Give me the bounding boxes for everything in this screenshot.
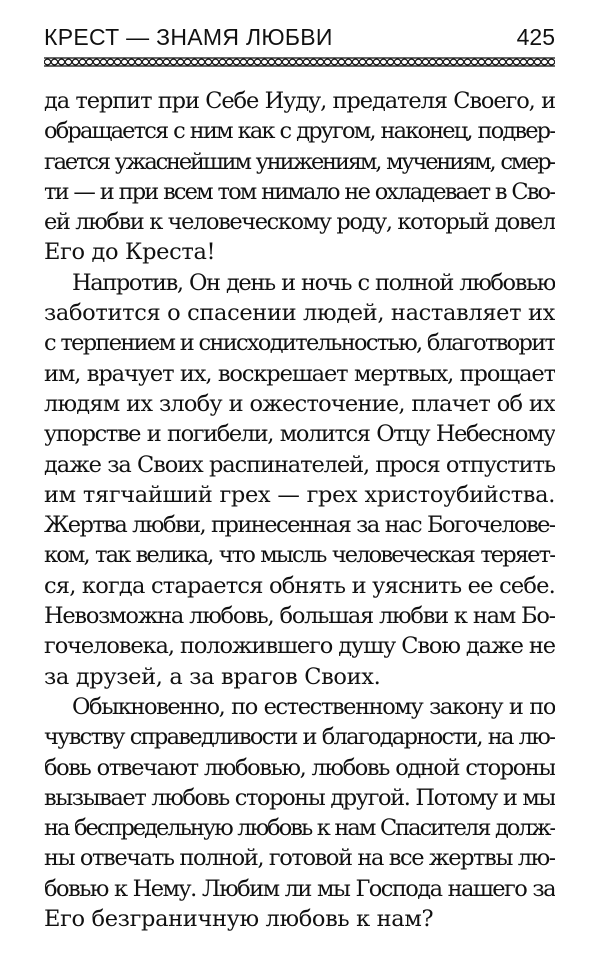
text-line: им тягчайший грех — грех христоубийства. <box>44 481 555 508</box>
text-line: за друзей, а за врагов Своих. <box>44 663 381 690</box>
text-line: обращается с ним как с другом, наконец, подвер- <box>44 118 555 145</box>
paragraph <box>44 86 555 268</box>
text-line: Невозможна любовь, большая любви к нам Бо- <box>44 603 555 630</box>
text-line: ся, когда старается обнять и уяснить ее себе. <box>44 572 555 599</box>
text-line: гочеловека, положившего душу Свою даже не <box>44 633 555 660</box>
text-line: людям их злобу и ожесточение, плачет об их <box>44 390 555 417</box>
text-line: даже за Своих распинателей, прося отпустить <box>44 451 555 478</box>
text-line: чувству справедливости и благодарности, на лю- <box>44 724 555 751</box>
text-line: упорстве и погибели, молится Отцу Небесному <box>44 421 555 448</box>
text-line: Напротив, Он день и ночь с полной любовью <box>72 269 555 296</box>
text-line: да терпит при Себе Иуду, предателя Своего, и <box>44 88 555 114</box>
text-line: им, врачует их, воскрешает мертвых, прощает <box>44 360 555 387</box>
ornamental-rule <box>44 57 555 67</box>
text-line: с терпением и снисходительностью, благотворит <box>44 330 555 357</box>
text-line: Обыкновенно, по естественному закону и по <box>72 693 555 720</box>
text-line: ей любви к человеческому роду, который довел <box>44 209 555 236</box>
body-text <box>44 86 555 934</box>
running-head <box>44 20 555 54</box>
text-line: ти — и при всем том нимало не охладевает в Сво- <box>44 178 555 205</box>
text-line: ком, так велика, что мысль человеческая теряет- <box>44 542 555 569</box>
text-line: вызывает любовь стороны другой. Потому и мы <box>44 784 555 811</box>
running-title: КРЕСТ — ЗНАМЯ ЛЮБВИ <box>44 24 333 50</box>
text-line: гается ужаснейшим унижениям, мучениям, смер- <box>44 148 555 175</box>
paragraph <box>44 268 555 692</box>
text-line: на беспредельную любовь к нам Спасителя долж- <box>44 815 555 842</box>
paragraph <box>44 692 555 934</box>
text-line: бовь отвечают любовью, любовь одной стороны <box>44 754 555 781</box>
text-line: Жертва любви, принесенная за нас Богочелове- <box>44 512 555 539</box>
text-line: Его до Креста! <box>44 239 216 266</box>
text-line: Его безграничную любовь к нам? <box>44 906 434 933</box>
page-number: 425 <box>516 24 555 50</box>
text-line: бовью к Нему. Любим ли мы Господа нашего за <box>44 875 555 902</box>
text-line: заботится о спасении людей, наставляет их <box>44 300 555 327</box>
text-line: ны отвечать полной, готовой на все жертвы лю- <box>44 845 555 872</box>
